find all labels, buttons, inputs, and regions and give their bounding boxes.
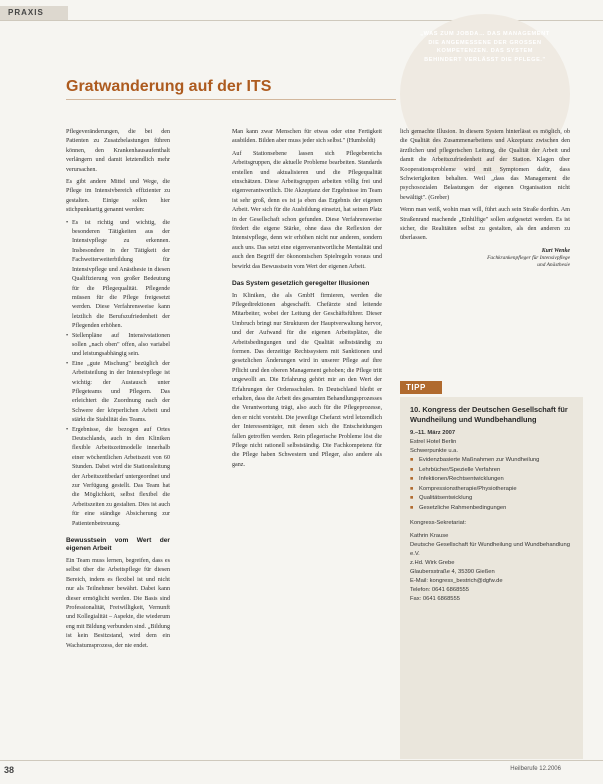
tip-contact-line: Kathrin Krause xyxy=(410,532,449,539)
page-number: 38 xyxy=(4,765,15,775)
title-divider xyxy=(66,99,396,100)
tip-topic: ■ Evidenzbasierte Maßnahmen zur Wundheilung xyxy=(419,456,573,465)
tip-contact-line: Deutsche Gesellschaft für Wundheilung und Wundbehandlung e.V. xyxy=(410,541,570,557)
text-column-3 xyxy=(400,128,570,270)
author-role: Fachkrankenpfleger für Intensivpflege xyxy=(487,254,570,261)
paragraph: Man kann zwar Menschen für etwas oder eine Fertigkeit ausbilden. Bilden aber muss jeder sich selbst." (Humboldt) xyxy=(232,129,382,145)
bullet-list xyxy=(66,219,170,529)
tip-email[interactable]: E-Mail: kongress_bestrich@dgfw.de xyxy=(410,577,503,584)
paragraph: lich gemachte Illusion. In diesem System hinterlässt es möglich, ob die Qualität des Zusammenarbeitens und Akzeptanz zwischen den ärztlichen und pflegerischen Leitung, die Qualität der Arbeit und damit die Arbeitszufriedenheit auf der Station. Klagen über Kooperationsprobleme wird mit Symptomen dafür, dass Schwierigkeiten behalten. Weil „dass das Management die psychosozialen Belastungen der eigenen Organisation nicht bewältigt". (Greber) xyxy=(400,129,570,201)
tip-label: TIPP xyxy=(400,381,442,394)
tip-title: 10. Kongress der Deutschen Gesellschaft für Wundheilung und Wundbehandlung xyxy=(410,405,568,424)
footer-divider xyxy=(0,760,603,761)
tip-topic: ■ Infektionen/Rechtsentwicklungen xyxy=(419,475,573,484)
paragraph: Auf Stationsebene lassen sich Pflegebereichs Arbeitsgruppen, die aktuelle Probleme bearbeiten. Standards erstellen und aktualisieren und die Pflegequalität einschätzen. Diese Arbeitsgruppen arbeiten völlig frei und eigenverantwortlich. Die Akzeptanz der Ergebnisse im Team ist sehr groß, denn es ist ja eben das Ergebnis der eigenen Arbeit. Wer sich für die Ausbildung einsetzt, hat seinen Platz in der Gesellschaft schon gefunden. Diese Verfahrensweise fördert die eigene Stärke, ohne dass die Reflexion der Intensivpflege, denn wir erhöhen nicht nur anderen, sondern auch uns. Das setzt eine eigenverantwortliche Mentalität und auch den Begriff der ökonomischen Spielregeln voraus und bewirkt das Bewusstsein vom Wert der eigenen Arbeit. xyxy=(232,150,382,270)
paragraph: Pflegeveränderungen, die bei den Patienten zu Zusatzbelastungen führen können, den Krankenhausaufenthalt verlängern und damit letztendlich mehr verursachen. xyxy=(66,129,170,173)
text-column-2 xyxy=(232,128,382,473)
tip-secretary-label: Kongress-Sekretariat: xyxy=(410,519,467,526)
paragraph: Es gibt andere Mittel und Wege, die Pflege im Intensivbereich effizienter zu gestalten. Einige sollen hier stichpunktartig genannt werden: xyxy=(66,179,170,214)
author-role-extra: und Anästhesie xyxy=(537,262,570,269)
list-item: • Es ist richtig und wichtig, die besonderen Tätigkeiten aus der Intensivpflege zu erkennen. Insbesondere in der Tätigkeit der Fachweiterweiterbildung für Intensivpflege und Anästhesie in diesen Qualifizierung von großer Bedeutung für die Pflegequalität. Pflegende müssen für die Pflege freigesetzt werden. Diese Verfahrensweise kann letztlich die Berufszufriedenheit der Pflegenden erhöhen. xyxy=(72,219,170,332)
tip-topic: ■ Qualitätsentwicklung xyxy=(419,494,573,503)
pull-quote: „WAS ZUM JOBDA… DAS MANAGEMENT DIE ANGEMESSENE DER GROSSEN KOMPETENZEN. DAS SYSTEM BEHINDERT VERLÄSST DIE PFLEGE." xyxy=(420,31,550,63)
tip-phone: Telefon: 0641 6868555 xyxy=(410,586,469,593)
author-name: Kurt Wenke xyxy=(541,247,570,254)
paragraph: Wenn man weiß, wohin man will, führt auch sein Straße dorthin. Am Straßenrand machende „Einhilfige" sollen aufgesetzt werden. Es ist sicher, die Realitäten selbst zu gestalten, als den anderen zu überlassen. xyxy=(400,207,570,242)
tip-date: 9.–11. März 2007 xyxy=(410,430,456,436)
tip-box xyxy=(400,397,583,759)
tip-contact-line: Glaubersstraße 4, 35390 Gießen xyxy=(410,568,495,575)
tip-topics-intro: Schwerpunkte u.a. xyxy=(410,448,459,454)
tip-topic: ■ Lehrbücher/Spezielle Verfahren xyxy=(419,466,573,475)
paragraph: Ein Team muss lernen, begreifen, dass es selbst über die Arbeitspflege für diesen Bereich, indem es flexibel ist und nicht nur als Teilnehmer bewährt. Dabei kann dieser ermöglicht werden. Die Basis sind Professionalität, Freiwilligkeit, Vernunft und Kollegialität – Aspekte, die wiederum eng mit Bildung verbunden sind. „Bildung ist kein Besitzstand, wird dem ein Wachstumsprozess, der nie endet. xyxy=(66,557,170,649)
article-title: Gratwanderung auf der ITS xyxy=(66,78,272,95)
subheading: Bewusstsein vom Wert der eigenen Arbeit xyxy=(66,537,170,553)
tip-contact-line: z.Hd. Wirk Grebe xyxy=(410,559,455,566)
tip-topic: ■ Gesetzliche Rahmenbedingungen xyxy=(419,504,573,513)
text-column-1 xyxy=(66,128,170,654)
list-item: • Eine „gute Mischung" bezüglich der Arbeitsteilung in der Intensivpflege ist wichtig: der Austausch unter Pflegeteams und Pflegern. Das erleichtert die Zuordnung nach der Schwere der körperlichen Arbeit und stärkt die Stabilität des Teams. xyxy=(72,360,170,426)
tip-fax: Fax: 0641 6868555 xyxy=(410,595,460,602)
section-tag: PRAXIS xyxy=(0,6,68,20)
list-item: • Stellenpläne auf Intensivstationen sollen „nach oben" offen, also variabel und leistungsabhängig sein. xyxy=(72,332,170,360)
paragraph: In Kliniken, die als GmbH firmieren, werden die Pflegedirektionen abgeschafft. Chefärzte sind leitende Mitarbeiter, wobei der Leitung der Geschäftsführer. Dieser Umbruch bringt nur Strukturen der Hauptverwaltung hervor, und der Aufwand für die eigenen Arbeitsplätze, die Arbeitsbedingungen und die Qualität selbstständig zu formen. Das derzeitige Rechtssystem mit Sanktionen und gesetzlichen Änderungen wird in unserer Pflege auf ihre Pflicht und den oberen Management gehoben; die Pflege tritt ungewollt an. Die Erfahrung gehört mir an den Wert der Erfahrungen der Ordensschulen. In Deutschland bleibt er erhalten, dass die Arbeit des gesamten Behandlungsprozesses die Verantwortung trägt, also auch für die Pflegeprozesse, den er nicht vorsteht. Die jeweilige Chefarzt wird letzendlich der Interessenträger, mit denen sich die Entscheidungen fallen getroffen werden. Rein pflegerische Probleme löst die Pflege nicht rationell selbstständig. Die Fachkompetenz für die Pflege haben Schwestern und Pfleger, also andere als ganz. xyxy=(232,292,382,468)
tip-topic-list xyxy=(410,456,573,513)
tip-topic: ■ Kompressionstherapie/Physiotherapie xyxy=(419,485,573,494)
magazine-issue: Heilberufe 12.2006 xyxy=(510,766,561,772)
list-item: • Ergebnisse, die bezogen auf Ortes Deutschlands, auch in den Kliniken flexible Arbeitszeitmodelle innerhalb einer wöchentlichen Arbeitszeit von 60 Stunden. Dabei wird die Stationsleitung der Arbeitszeitbedarf untergeordnet und zur Verfügung gestellt. Das Team hat die Möglichkeit, selbst flexibel die Arbeitszeiten zu gestalten. Dies ist auch für eine ständige Absicherung zur Patientenbetreuung. xyxy=(72,426,170,529)
tip-venue: Estrel Hotel Berlin xyxy=(410,439,457,445)
subheading: Das System gesetzlich geregelter Illusionen xyxy=(232,280,370,288)
